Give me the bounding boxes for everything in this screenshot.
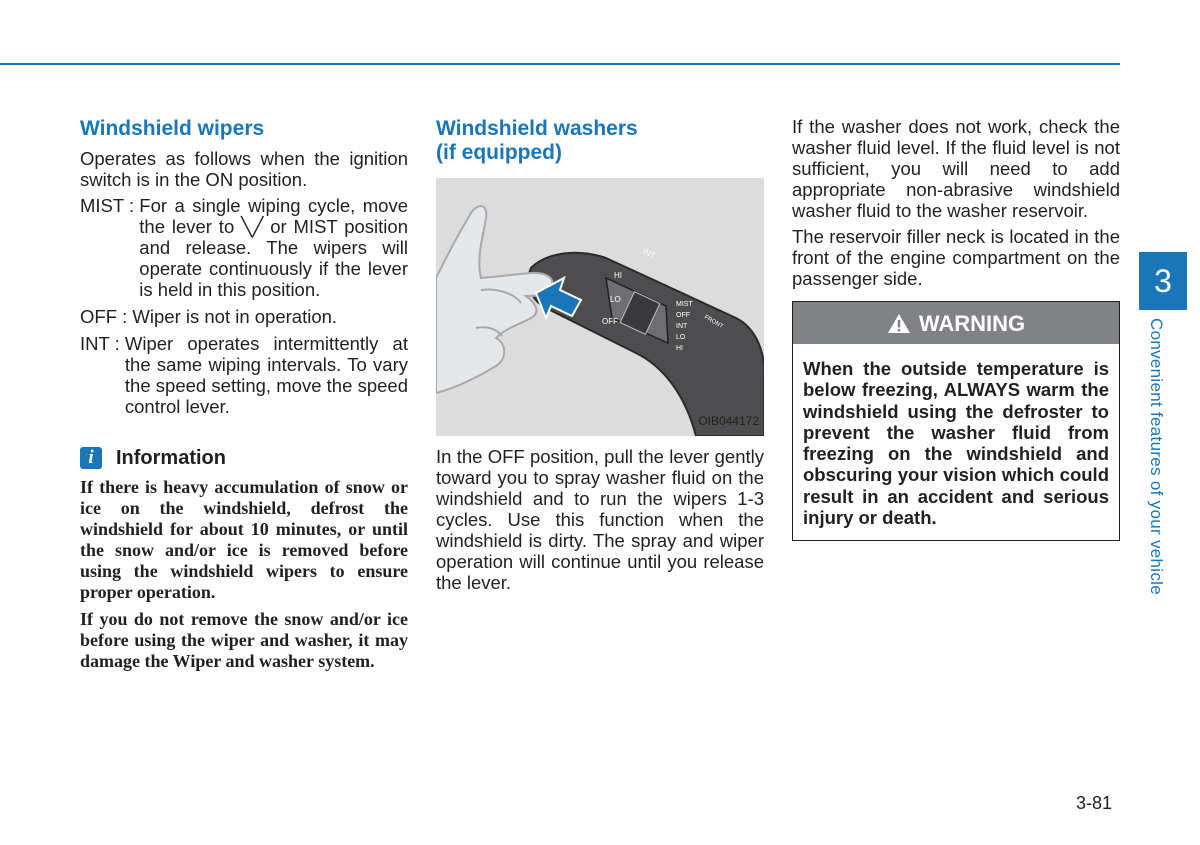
def-int xyxy=(80,333,408,417)
def-off xyxy=(80,306,408,327)
column-3 xyxy=(792,116,1120,541)
label-off: OFF xyxy=(602,317,618,326)
section-heading-wipers: Windshield wipers xyxy=(80,117,265,140)
section-heading-washers: Windshield washers xyxy=(436,117,638,140)
warning-box xyxy=(792,301,1120,541)
label-hi-2: HI xyxy=(676,345,683,352)
figure-code: OIB044172 xyxy=(698,414,759,428)
warning-title: WARNING xyxy=(918,310,1026,336)
reservoir-location-para: The reservoir filler neck is located in the front of the engine compartment on the passenger side. xyxy=(792,226,1120,289)
washer-check-para: If the washer does not work, check the washer fluid level. If the fluid level is not sufficient, you will need to add appropriate non-abrasive windshield washer fluid to the washer reservoir. xyxy=(792,116,1120,221)
label-mist: MIST xyxy=(676,301,693,308)
def-term: INT : xyxy=(80,333,125,354)
wipers-intro: Operates as follows when the ignition switch is in the ON position. xyxy=(80,148,408,190)
label-hi: HI xyxy=(614,271,622,280)
def-term: OFF : xyxy=(80,306,133,327)
def-term: MIST : xyxy=(80,195,140,216)
wiper-lever-illustration xyxy=(436,178,764,436)
information-para-2: If you do not remove the snow and/or ice before using the wiper and washer, it may damage the Wiper and washer system. xyxy=(80,609,408,671)
label-lo-2: LO xyxy=(676,334,686,341)
label-int: INT xyxy=(641,246,657,261)
def-desc: Wiper operates intermittently at the same wiping intervals. To vary the speed setting, move the speed control lever. xyxy=(124,333,408,417)
information-header xyxy=(80,447,408,469)
washers-body: In the OFF position, pull the lever gently toward you to spray washer fluid on the windshield and to run the wipers 1-3 cycles. Use this function when the windshield is dirty. The spray and wiper operation will continue until you release the lever. xyxy=(436,446,764,593)
def-desc: For a single wiping cycle, move the lever to ╲╱ or MIST position and release. The wipers will operate continuously if the lever is held in this position. xyxy=(139,195,408,300)
label-off-2: OFF xyxy=(676,312,690,319)
info-icon: i xyxy=(80,447,102,469)
page-number: 3-81 xyxy=(1076,793,1113,813)
warning-body: When the outside temperature is below freezing, ALWAYS warm the windshield using the defroster to prevent the washer fluid from freezing on the windshield and obscuring your vision which could result in an accident and serious injury or death. xyxy=(803,358,1109,529)
def-mist xyxy=(80,195,408,300)
warning-header xyxy=(793,302,1119,344)
def-desc: Wiper is not in operation. xyxy=(132,306,338,327)
label-int-2: INT xyxy=(676,323,688,330)
column-1 xyxy=(80,116,408,678)
label-lo: LO xyxy=(610,295,621,304)
chapter-tab: 3 xyxy=(1139,252,1187,310)
warning-triangle-icon xyxy=(887,313,911,334)
wiper-lever-figure xyxy=(436,178,764,436)
column-2 xyxy=(436,116,764,598)
information-title: Information xyxy=(116,446,226,469)
top-rule xyxy=(0,63,1120,65)
label-front: FRONT xyxy=(703,314,724,331)
chapter-side-title: Convenient features of your vehicle xyxy=(1147,318,1166,595)
section-heading-washers-sub: (if equipped) xyxy=(436,141,562,164)
information-para-1: If there is heavy accumulation of snow or ice on the windshield, defrost the windshield for about 10 minutes, or until the snow and/or ice is removed before using the windshield wipers to ensure proper operation. xyxy=(80,477,408,602)
